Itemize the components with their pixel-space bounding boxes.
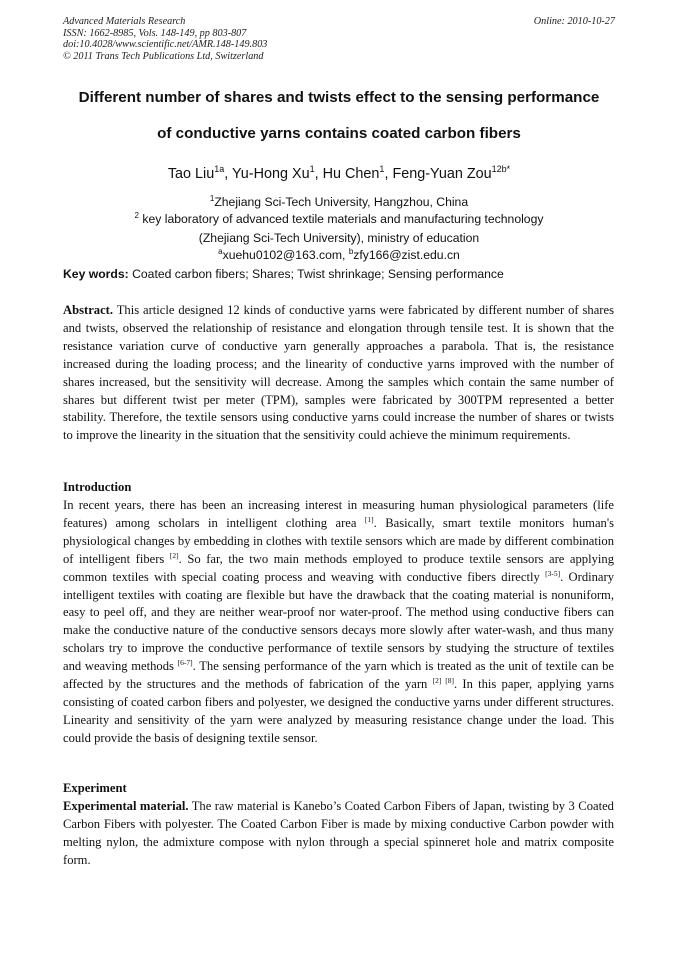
introduction-body: [63, 497, 614, 748]
intro-text: . Ordinary intelligent textiles with coating are flexible but have the drawback that the coating material is nonuniform, easy to peel off, and they are neither wear-proof nor water-proof. The method using conductive fibers can make the conductive nature of the conductive sensors decays more slowly after water-wash, and thus many scholars try to improve the conductive performance of textile sensors by studying the structure of textiles and weaving methods: [63, 569, 615, 674]
citation: [6-7]: [177, 658, 193, 668]
author-name: Tao Liu: [167, 166, 215, 182]
experiment-text: The raw material is Kanebo’s Coated Carbon Fibers of Japan, twisting by 3 Coated Carbon Fibers with polyester. The Coated Carbon Fiber is made by mixing conductive Carbon powder with melting nylon, the admixture compose with nylon through a special spinneret hole and matrix composite form.: [63, 799, 614, 867]
author-name: Yu-Hong Xu: [232, 166, 310, 182]
email-mark: b: [348, 247, 354, 256]
citation: [2]: [169, 550, 179, 560]
journal-name: Advanced Materials Research: [63, 16, 186, 27]
experiment-heading: Experiment: [63, 781, 127, 795]
keywords: [63, 267, 504, 281]
email-b: zfy166@zist.edu.cn: [353, 248, 460, 262]
affiliation-mark: 2: [134, 211, 139, 220]
intro-text: . So far, the two main methods employed to produce textile sensors are applying common textiles with special coating process and weaving with conductive fibers directly: [63, 551, 614, 584]
author-name: Feng-Yuan Zou: [392, 166, 492, 182]
affiliation-1: [40, 195, 638, 209]
author-affiliation-mark: 1: [309, 164, 315, 174]
affiliation-text: Zhejiang Sci-Tech University, Hangzhou, China: [214, 195, 469, 209]
keywords-text: Coated carbon fibers; Shares; Twist shrinkage; Sensing performance: [128, 267, 504, 281]
intro-text: In recent years, there has been an increasing interest in measuring human physiological parameters (life features) among scholars in intelligent clothing area: [63, 498, 614, 530]
introduction-heading: Introduction: [63, 480, 132, 494]
doi-line: doi:10.4028/www.scientific.net/AMR.148-149.803: [63, 39, 268, 51]
affiliation-text: key laboratory of advanced textile materials and manufacturing technology: [139, 212, 544, 226]
affiliation-2: [40, 212, 638, 226]
author-separator: ,: [314, 166, 323, 182]
intro-text: . Basically, smart textile monitors human's physiological changes by embedding in clothes with textile sensors which are made by different combination of intelligent fibers: [63, 515, 614, 566]
citation: [2] [8]: [432, 676, 455, 686]
intro-text: . The sensing performance of the yarn which is treated as the unit of textile can be affected by the structures and the methods of fabrication of the yarn: [63, 659, 615, 692]
author-affiliation-mark: 12b*: [491, 164, 511, 174]
abstract: [63, 302, 614, 445]
abstract-label: Abstract.: [63, 303, 114, 317]
email-line: [40, 248, 638, 262]
keywords-label: Key words:: [63, 267, 129, 281]
citation: [3-5]: [545, 568, 561, 578]
abstract-text: This article designed 12 kinds of conductive yarns were fabricated by different number of shares and twists, observed the relationship of resistance and elongation through tensile test. It is shown that the resistance variation curve of conductive yarn generally approaches a parabola. That is, the resistance increased during the loading process; and the linearity of conductive yarns improved with the number of shares increased, but the sensitivity will decrease. Among the samples which contain the same number of shares but different twist per meter (TPM), samples were fabricated by 300TPM represented a better stability. Therefore, the textile sensors using conductive yarns could increase the number of shares or twists to improve the linearity in the situation that the sensitivity could achieve the minimum requirements.: [63, 303, 614, 443]
email-mark: a: [218, 247, 223, 256]
affiliation-mark: 1: [209, 194, 215, 203]
author-list: [40, 166, 638, 182]
issn-line: ISSN: 1662-8985, Vols. 148-149, pp 803-807: [63, 27, 247, 39]
intro-text: . In this paper, applying yarns consisting of coated carbon fibers and polyester, we designed the conductive yarns under different structures. Linearity and sensitivity of the yarn were analyzed by measuring resistance change under the load. This could provide the basis of designing textile sensor.: [63, 677, 614, 745]
author-separator: ,: [384, 166, 393, 182]
journal-header: [63, 16, 615, 62]
email-a: xuehu0102@163.com,: [222, 248, 349, 262]
author-separator: ,: [224, 166, 232, 182]
paper-title-line-1: Different number of shares and twists effect to the sensing performance: [78, 89, 600, 106]
paper-title-line-2: of conductive yarns contains coated carbon fibers: [157, 125, 521, 142]
copyright-line: © 2011 Trans Tech Publications Ltd, Switzerland: [63, 50, 264, 62]
author-affiliation-mark: 1a: [214, 164, 225, 174]
author-name: Hu Chen: [322, 166, 380, 182]
online-date: Online: 2010-10-27: [533, 16, 615, 27]
author-affiliation-mark: 1: [379, 164, 385, 174]
affiliation-2-continued: (Zhejiang Sci-Tech University), ministry of education: [198, 231, 480, 245]
experimental-material-label: Experimental material.: [63, 799, 189, 813]
citation: [1]: [364, 514, 374, 524]
experiment-body: [63, 798, 614, 870]
